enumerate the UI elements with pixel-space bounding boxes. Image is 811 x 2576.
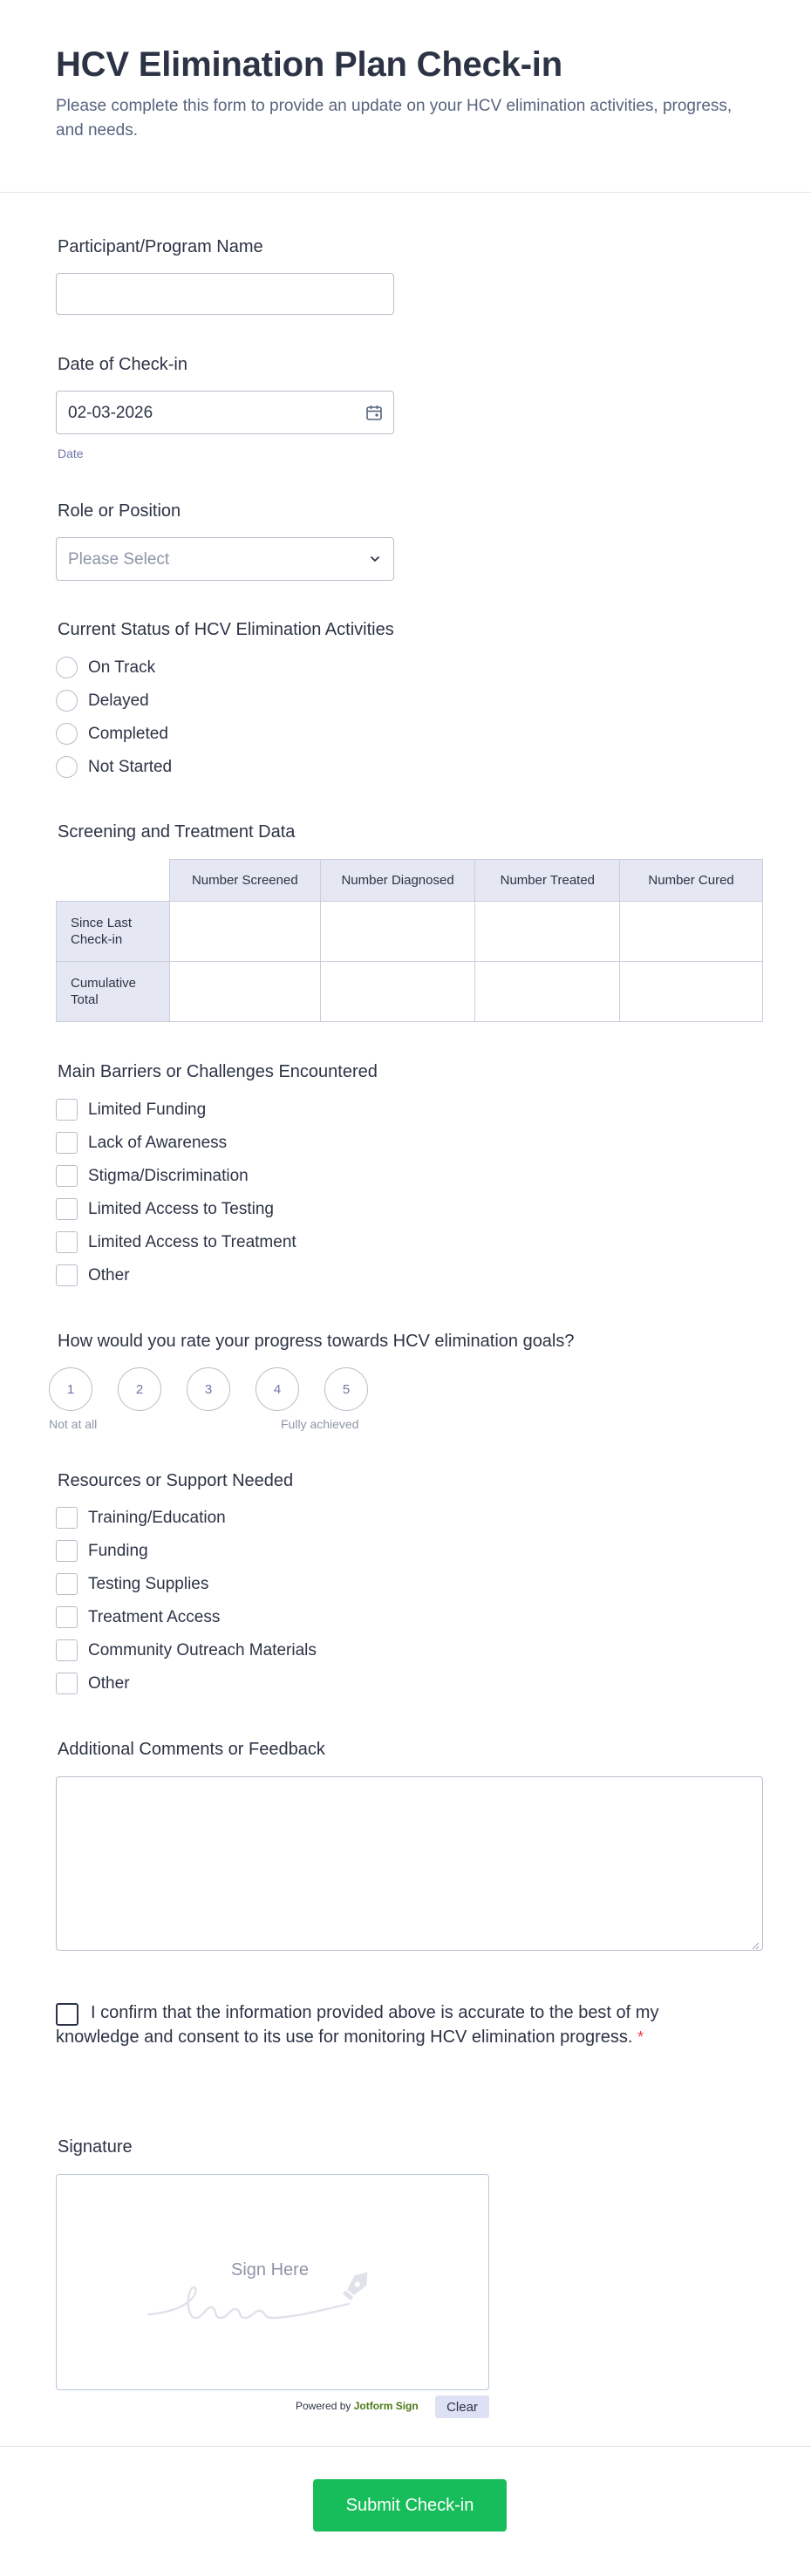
radio-button[interactable] — [56, 756, 78, 778]
checkbox[interactable] — [56, 1198, 78, 1220]
barrier-option-label: Stigma/Discrimination — [88, 1166, 249, 1185]
header-divider — [0, 192, 811, 193]
resource-option-label: Treatment Access — [88, 1607, 221, 1626]
participant-name-input[interactable] — [56, 273, 394, 315]
jotform-sign-link[interactable]: Jotform Sign — [353, 2400, 419, 2412]
resource-option-label: Community Outreach Materials — [88, 1640, 317, 1659]
rating-low-label: Not at all — [49, 1417, 98, 1431]
rating-high-label: Fully achieved — [281, 1417, 359, 1431]
barrier-option[interactable] — [56, 1165, 249, 1187]
checkbox[interactable] — [56, 1507, 78, 1529]
checkbox[interactable] — [56, 1099, 78, 1121]
date-sublabel: Date — [58, 446, 84, 460]
resource-option-label: Training/Education — [88, 1508, 226, 1527]
barrier-option[interactable] — [56, 1264, 130, 1286]
matrix-row-header: Cumulative Total — [57, 962, 170, 1022]
form-title: HCV Elimination Plan Check-in — [56, 45, 562, 84]
status-label: Current Status of HCV Elimination Activities — [58, 620, 394, 639]
role-placeholder: Please Select — [68, 550, 170, 569]
barrier-option[interactable] — [56, 1132, 227, 1154]
resource-option[interactable] — [56, 1573, 208, 1595]
clear-signature-button[interactable]: Clear — [435, 2395, 489, 2418]
matrix-input-cell[interactable] — [475, 902, 620, 962]
status-option-label: Completed — [88, 724, 168, 743]
matrix-input-cell[interactable] — [320, 902, 475, 962]
barrier-option-label: Limited Access to Testing — [88, 1199, 274, 1218]
barrier-option-label: Lack of Awareness — [88, 1133, 228, 1152]
checkbox[interactable] — [56, 1132, 78, 1154]
radio-button[interactable] — [56, 723, 78, 745]
role-select[interactable] — [56, 537, 394, 581]
resource-option-label: Other — [88, 1673, 130, 1693]
radio-button[interactable] — [56, 657, 78, 678]
submit-button[interactable]: Submit Check-in — [313, 2479, 507, 2532]
rating-option[interactable]: 3 — [187, 1367, 230, 1411]
checkbox[interactable] — [56, 1165, 78, 1187]
resize-handle-icon[interactable] — [751, 1939, 760, 1947]
resource-option[interactable] — [56, 1639, 317, 1661]
resource-option[interactable] — [56, 1540, 148, 1562]
consent-text: I confirm that the information provided above is accurate to the best of my knowledge and consent to its use for monitoring HCV elimination progress. — [56, 2003, 659, 2047]
matrix-input-cell[interactable] — [620, 962, 763, 1022]
rating-option[interactable]: 5 — [324, 1367, 368, 1411]
radio-button[interactable] — [56, 690, 78, 712]
matrix-input-cell[interactable] — [475, 962, 620, 1022]
consent-field — [56, 2000, 684, 2049]
date-value: 02-03-2026 — [68, 404, 153, 422]
matrix-column-header: Number Treated — [475, 860, 620, 902]
signature-placeholder: Sign Here — [231, 2260, 309, 2280]
date-label: Date of Check-in — [58, 355, 187, 374]
resource-option-label: Testing Supplies — [88, 1574, 209, 1593]
checkbox[interactable] — [56, 1639, 78, 1661]
matrix-input-cell[interactable] — [169, 902, 320, 962]
signature-pad[interactable] — [56, 2174, 489, 2390]
status-option-completed[interactable] — [56, 723, 168, 745]
resource-option[interactable] — [56, 1606, 220, 1628]
resource-option[interactable] — [56, 1673, 130, 1694]
resources-label: Resources or Support Needed — [58, 1471, 294, 1490]
checkbox[interactable] — [56, 1540, 78, 1562]
checkbox[interactable] — [56, 1264, 78, 1286]
screening-label: Screening and Treatment Data — [58, 822, 296, 842]
matrix-column-header: Number Screened — [169, 860, 320, 902]
screening-matrix — [56, 859, 763, 1022]
rating-option[interactable]: 2 — [118, 1367, 161, 1411]
consent-checkbox[interactable] — [56, 2003, 78, 2026]
required-mark: * — [637, 2028, 644, 2046]
rating-label: How would you rate your progress towards HCV elimination goals? — [58, 1332, 575, 1351]
checkbox[interactable] — [56, 1231, 78, 1253]
checkbox[interactable] — [56, 1673, 78, 1694]
calendar-icon[interactable] — [365, 404, 383, 421]
rating-option[interactable]: 4 — [256, 1367, 299, 1411]
status-option-on-track[interactable] — [56, 657, 155, 678]
matrix-input-cell[interactable] — [169, 962, 320, 1022]
matrix-row-header: Since Last Check-in — [57, 902, 170, 962]
status-option-label: Delayed — [88, 691, 149, 710]
resource-option-label: Funding — [88, 1541, 148, 1560]
matrix-input-cell[interactable] — [620, 902, 763, 962]
status-option-delayed[interactable] — [56, 690, 149, 712]
status-option-label: On Track — [88, 658, 156, 677]
chevron-down-icon — [367, 551, 383, 567]
resource-option[interactable] — [56, 1507, 226, 1529]
barrier-option[interactable] — [56, 1099, 206, 1121]
signature-label: Signature — [58, 2137, 133, 2157]
comments-textarea[interactable] — [56, 1776, 763, 1951]
checkbox[interactable] — [56, 1573, 78, 1595]
form-subtitle: Please complete this form to provide an update on your HCV elimination activities, progress, and needs. — [56, 97, 733, 140]
role-label: Role or Position — [58, 501, 181, 521]
barriers-label: Main Barriers or Challenges Encountered — [58, 1062, 378, 1081]
matrix-input-cell[interactable] — [320, 962, 475, 1022]
barrier-option[interactable] — [56, 1198, 274, 1220]
powered-by — [296, 2400, 419, 2412]
barrier-option[interactable] — [56, 1231, 296, 1253]
barrier-option-label: Other — [88, 1265, 130, 1285]
barrier-option-label: Limited Funding — [88, 1100, 207, 1119]
rating-option[interactable]: 1 — [49, 1367, 92, 1411]
footer-divider — [0, 2446, 811, 2447]
checkbox[interactable] — [56, 1606, 78, 1628]
matrix-column-header: Number Diagnosed — [320, 860, 475, 902]
status-option-not-started[interactable] — [56, 756, 172, 778]
powered-by-text: Powered by — [296, 2400, 351, 2412]
status-option-label: Not Started — [88, 757, 173, 776]
barrier-option-label: Limited Access to Treatment — [88, 1232, 296, 1251]
comments-label: Additional Comments or Feedback — [58, 1740, 325, 1759]
date-input[interactable] — [56, 391, 394, 434]
participant-label: Participant/Program Name — [58, 237, 263, 256]
matrix-column-header: Number Cured — [620, 860, 763, 902]
